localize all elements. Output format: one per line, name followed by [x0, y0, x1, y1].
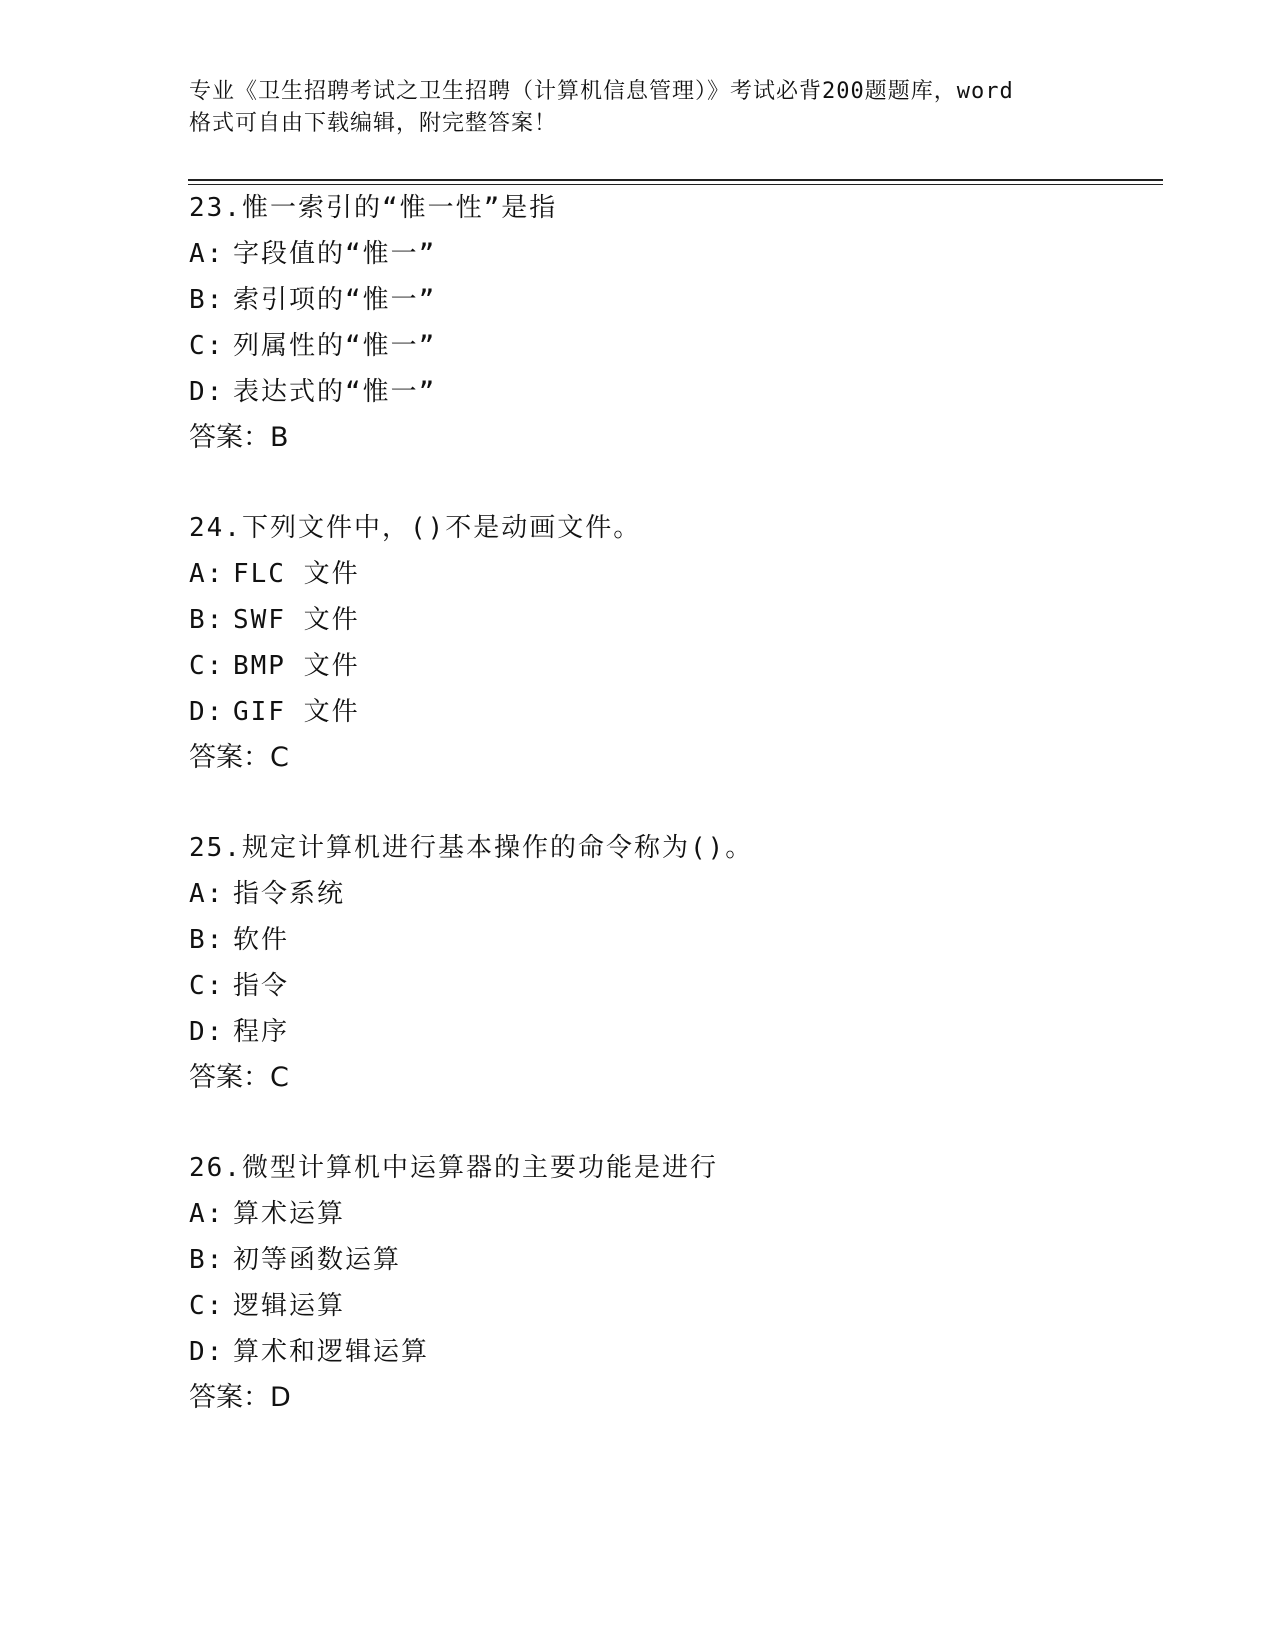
option-letter: D: [189, 377, 225, 407]
question-25 [189, 825, 1149, 1101]
option-a [189, 871, 1149, 917]
option-letter: A: [189, 559, 225, 589]
header-line-2: 格式可自由下载编辑，附完整答案！ [189, 111, 558, 136]
option-c [189, 643, 1149, 689]
option-b [189, 277, 1149, 323]
option-c [189, 963, 1149, 1009]
option-text: 算术和逻辑运算 [233, 1337, 430, 1367]
option-letter: B: [189, 1245, 225, 1275]
option-a [189, 1191, 1149, 1237]
option-text: 字段值的“惟一” [233, 239, 437, 269]
option-b [189, 597, 1149, 643]
option-text: 表达式的“惟一” [233, 377, 437, 407]
option-c [189, 1283, 1149, 1329]
option-letter: C: [189, 971, 225, 1001]
answer-line: 答案：B [189, 422, 289, 453]
option-letter: A: [189, 239, 225, 269]
option-d [189, 369, 1149, 415]
header-line-1: 专业《卫生招聘考试之卫生招聘（计算机信息管理）》考试必背200题题库，word [189, 79, 1014, 104]
option-text: 指令系统 [233, 879, 346, 909]
option-letter: D: [189, 697, 225, 727]
document-header [189, 76, 1089, 140]
option-text: 逻辑运算 [233, 1291, 346, 1321]
option-c [189, 323, 1149, 369]
option-d [189, 1009, 1149, 1055]
question-title: 25.规定计算机进行基本操作的命令称为()。 [189, 833, 754, 863]
option-text: 列属性的“惟一” [233, 331, 437, 361]
option-letter: B: [189, 285, 225, 315]
question-title: 23.惟一索引的“惟一性”是指 [189, 193, 558, 223]
question-23 [189, 185, 1149, 461]
option-letter: D: [189, 1017, 225, 1047]
header-divider-thick [188, 179, 1163, 181]
option-text: FLC 文件 [233, 559, 360, 589]
option-a [189, 231, 1149, 277]
option-text: 程序 [233, 1017, 290, 1047]
option-letter: A: [189, 879, 225, 909]
option-d [189, 1329, 1149, 1375]
option-text: 算术运算 [233, 1199, 346, 1229]
option-letter: B: [189, 925, 225, 955]
answer-line: 答案：D [189, 1382, 291, 1413]
option-d [189, 689, 1149, 735]
option-letter: A: [189, 1199, 225, 1229]
question-24 [189, 505, 1149, 781]
option-text: BMP 文件 [233, 651, 360, 681]
option-a [189, 551, 1149, 597]
question-26 [189, 1145, 1149, 1421]
option-text: GIF 文件 [233, 697, 360, 727]
option-letter: C: [189, 651, 225, 681]
answer-line: 答案：C [189, 1062, 289, 1093]
option-text: 初等函数运算 [233, 1245, 402, 1275]
question-title: 24.下列文件中，()不是动画文件。 [189, 513, 642, 543]
option-text: 软件 [233, 925, 290, 955]
option-b [189, 917, 1149, 963]
option-letter: B: [189, 605, 225, 635]
option-text: SWF 文件 [233, 605, 360, 635]
option-letter: C: [189, 1291, 225, 1321]
answer-line: 答案：C [189, 742, 289, 773]
option-letter: D: [189, 1337, 225, 1367]
option-b [189, 1237, 1149, 1283]
option-text: 指令 [233, 971, 290, 1001]
option-letter: C: [189, 331, 225, 361]
option-text: 索引项的“惟一” [233, 285, 437, 315]
question-title: 26.微型计算机中运算器的主要功能是进行 [189, 1153, 718, 1183]
